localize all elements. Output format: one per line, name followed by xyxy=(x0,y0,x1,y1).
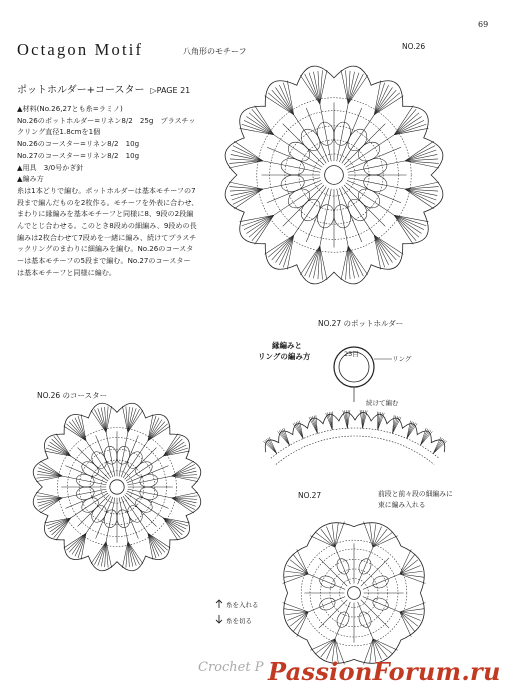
label-edge-ring-2: リングの編み方 xyxy=(258,352,311,361)
info-line: ▲編み方 xyxy=(17,174,44,184)
info-line: ックリングのまわりに細編みを編む。No.26のコースタ xyxy=(17,244,194,254)
info-line: 糸は1本どりで編む。ポットホルダーは基本モチーフの7 xyxy=(17,185,196,195)
label-no26: NO.26 xyxy=(402,42,426,51)
subtitle: ポットホルダー+コースター xyxy=(17,85,145,96)
edging-arc-diagram xyxy=(263,410,446,464)
coaster-no26-diagram xyxy=(33,403,201,571)
footer-brand: Crochet P xyxy=(198,660,264,675)
info-line: 編みは2枚合わせて7段めを一緒に編み、続けてプラスチ xyxy=(17,232,197,242)
info-line: No.26のポットホルダー=リネン8/2 25g プラスチッ xyxy=(17,115,196,125)
page-number: 69 xyxy=(478,20,489,29)
label-edge-ring-1: 縁編みと xyxy=(272,341,302,350)
info-line: No.27のコースター=リネン8/2 10g xyxy=(17,150,140,160)
info-line: 段まで編んだものを2枚作る。モチーフを外表に合わせ、 xyxy=(17,197,199,207)
title-japanese: 八角形のモチーフ xyxy=(183,47,247,56)
legend-marks xyxy=(216,600,222,623)
info-line: ▲材料(No.26,27とも糸=ラミノ) xyxy=(17,104,123,113)
label-continue: 続けて編む xyxy=(366,399,399,407)
label-ring-count: 23目 xyxy=(344,350,359,358)
legend-cut-label: 糸を切る xyxy=(226,617,252,625)
label-no27-potholder: NO.27 のポットホルダー xyxy=(318,319,404,328)
label-note-1: 前段と前々段の細編みに xyxy=(378,490,453,498)
info-line: んでとじ合わせる。このとき8段めの細編み、9段めの長 xyxy=(17,221,197,231)
ring-diagram xyxy=(334,347,392,402)
info-line: は基本モチーフと同様に編む。 xyxy=(17,267,116,277)
label-no26-coaster: NO.26 のコースター xyxy=(37,391,108,400)
info-line: まわりに縁編みを基本モチーフと同様に8、9段の2段編 xyxy=(17,209,194,219)
info-line: No.26のコースター=リネン8/2 10g xyxy=(17,139,140,149)
subtitle-page-ref: ▷PAGE 21 xyxy=(150,86,191,95)
info-line: ーは基本モチーフの5段まで編む。No.27のコースター xyxy=(17,256,191,266)
label-ring: リング xyxy=(392,355,412,363)
label-note-2: 束に編み入れる xyxy=(378,501,426,509)
legend-join-label: 糸を入れる xyxy=(226,601,259,609)
coaster-no27-diagram xyxy=(283,522,426,665)
watermark: PassionForum.ru xyxy=(268,657,501,686)
potholder-no26-diagram xyxy=(225,66,443,284)
info-line: クリング直径1.8cmを1個 xyxy=(17,127,101,137)
title-english: Octagon Motif xyxy=(17,40,144,59)
label-no27: NO.27 xyxy=(298,491,322,500)
info-line: ▲用具 3/0号かぎ針 xyxy=(17,162,84,172)
